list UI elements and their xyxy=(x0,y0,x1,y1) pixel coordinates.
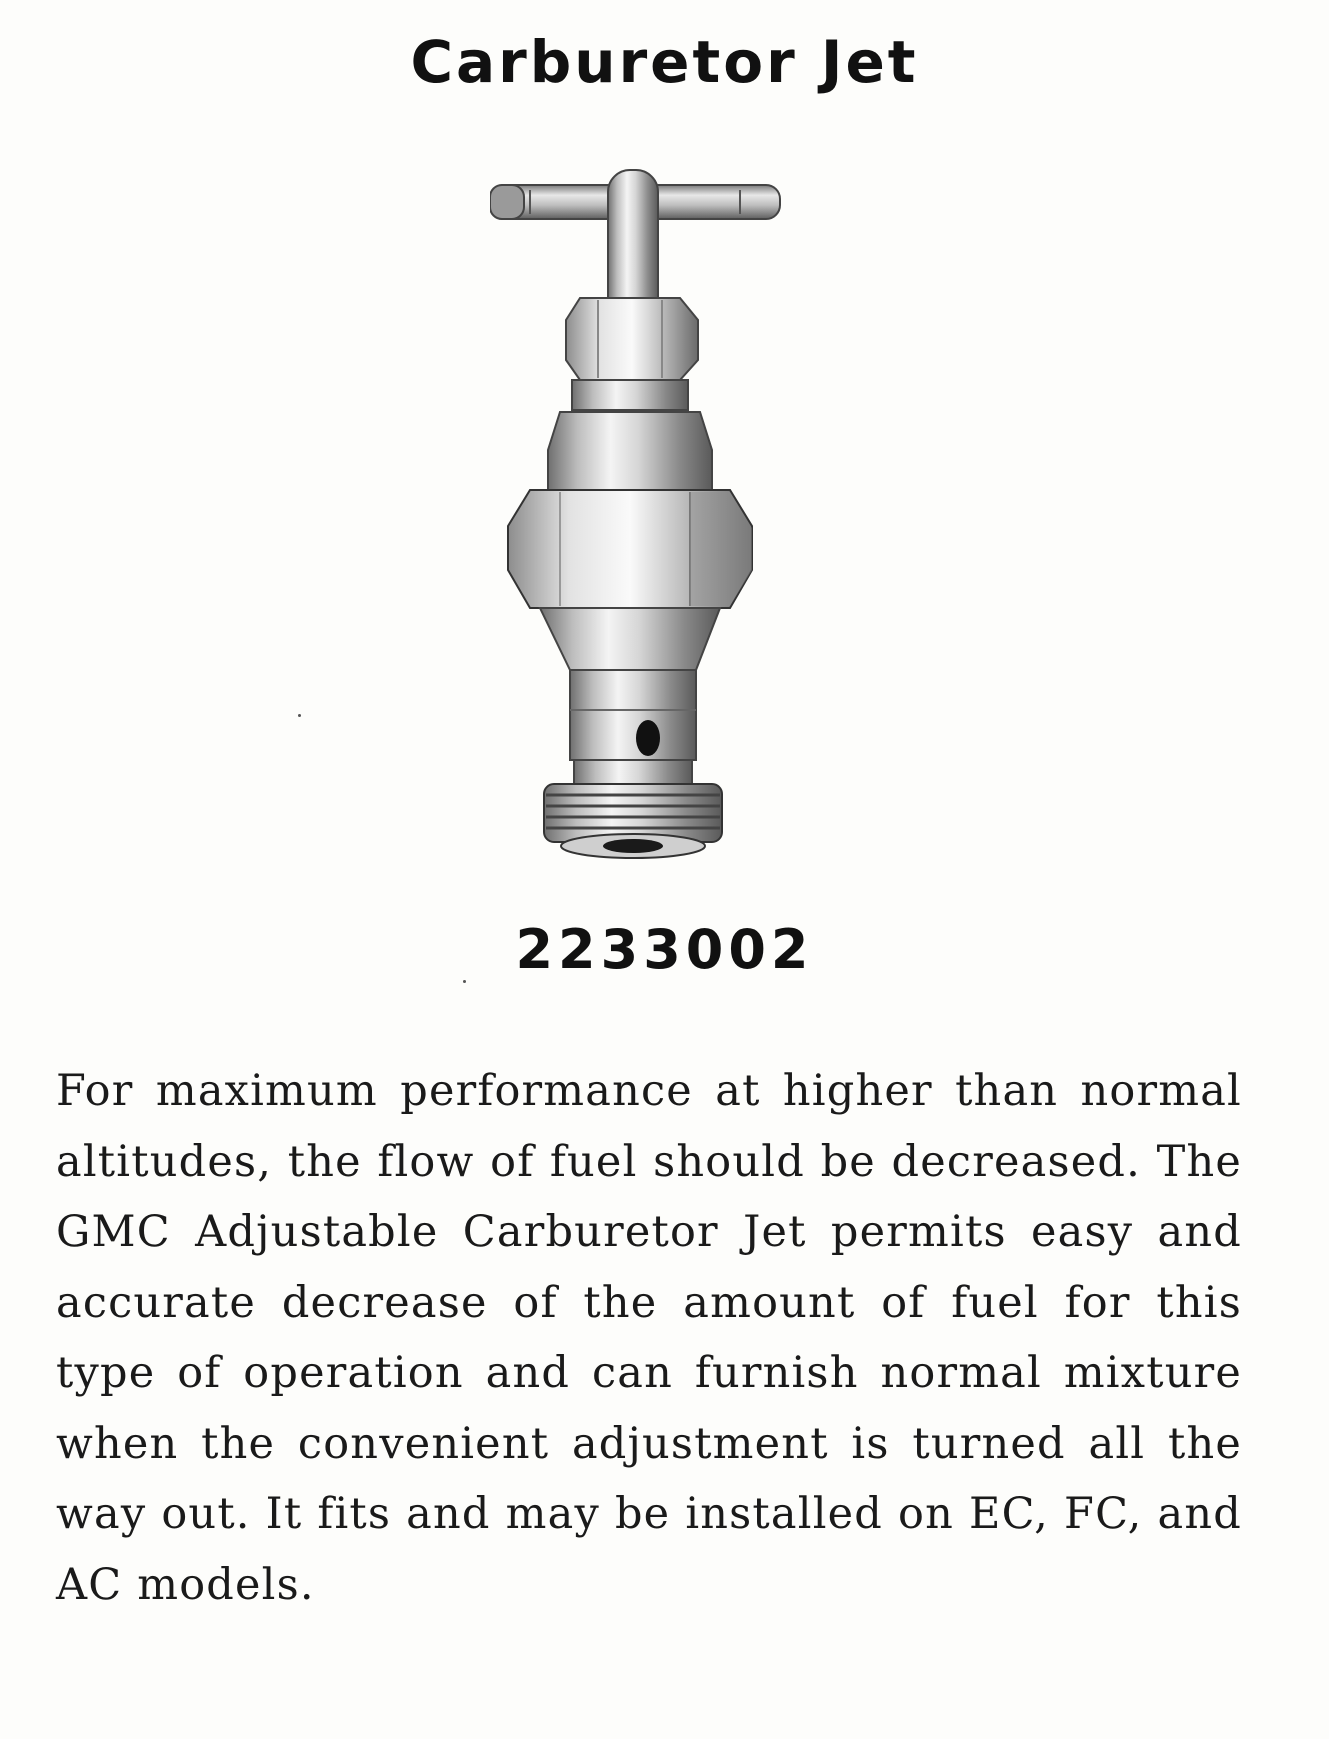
product-description: For maximum performance at higher than normal altitudes, the flow of fuel should be decreased. The GMC Adjustable Carburetor Jet permits easy and accurate decrease of the amount of fuel for this type of operation and can furnish normal mixture when the convenient adjustment is turned all the way out. It fits and may be installed on EC, FC, and AC models. xyxy=(56,1066,1242,1610)
print-speck xyxy=(463,980,466,983)
page-title: Carburetor Jet xyxy=(410,28,919,96)
carburetor-jet-icon xyxy=(490,150,790,860)
print-speck xyxy=(298,714,301,717)
part-number: 2233002 xyxy=(515,918,814,981)
